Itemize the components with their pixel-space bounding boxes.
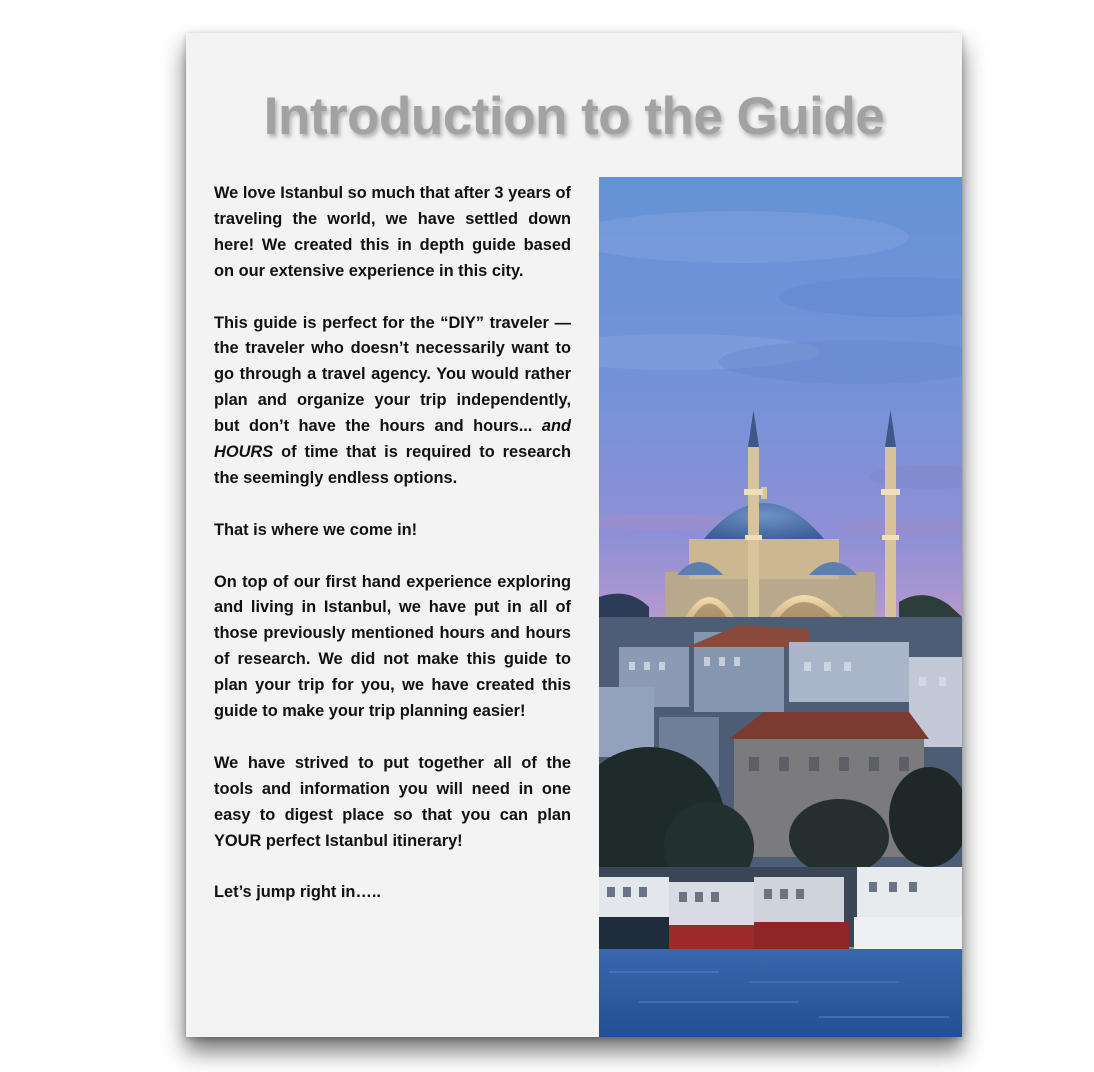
paragraph-2-emphasis: and HOURS <box>214 417 571 462</box>
paragraph-6: Let’s jump right in….. <box>214 883 381 902</box>
paragraph-1: We love Istanbul so much that after 3 years of traveling the world, we have settled down here! We created this in depth guide based on our extensive experience in this city. <box>214 184 571 280</box>
page-title: Introduction to the Guide <box>263 87 885 146</box>
paragraph-4: On top of our first hand experience exploring and living in Istanbul, we have put in all of those previously mentioned hours and hours of research. We did not make this guide to plan your trip for you, we have created this guide to make your trip planning easier! <box>214 572 571 721</box>
intro-text <box>214 181 571 932</box>
paragraph-2-end: of time that is required to research the seemingly endless options. <box>214 443 571 487</box>
paragraph-5: We have strived to put together all of the tools and information you will need in one easy to digest place so that you can plan YOUR perfect Istanbul itinerary! <box>214 753 571 850</box>
paragraph-2 <box>214 311 571 492</box>
paragraph-2-start: This guide is perfect for the “DIY” traveler — the traveler who doesn’t necessarily want to go through a travel agency. You would rather plan and organize your trip independently, but don’t have the hours and hours... <box>214 313 571 436</box>
istanbul-mosque-photo <box>599 177 962 1037</box>
guide-page <box>186 33 962 1037</box>
paragraph-3: That is where we come in! <box>214 520 418 539</box>
